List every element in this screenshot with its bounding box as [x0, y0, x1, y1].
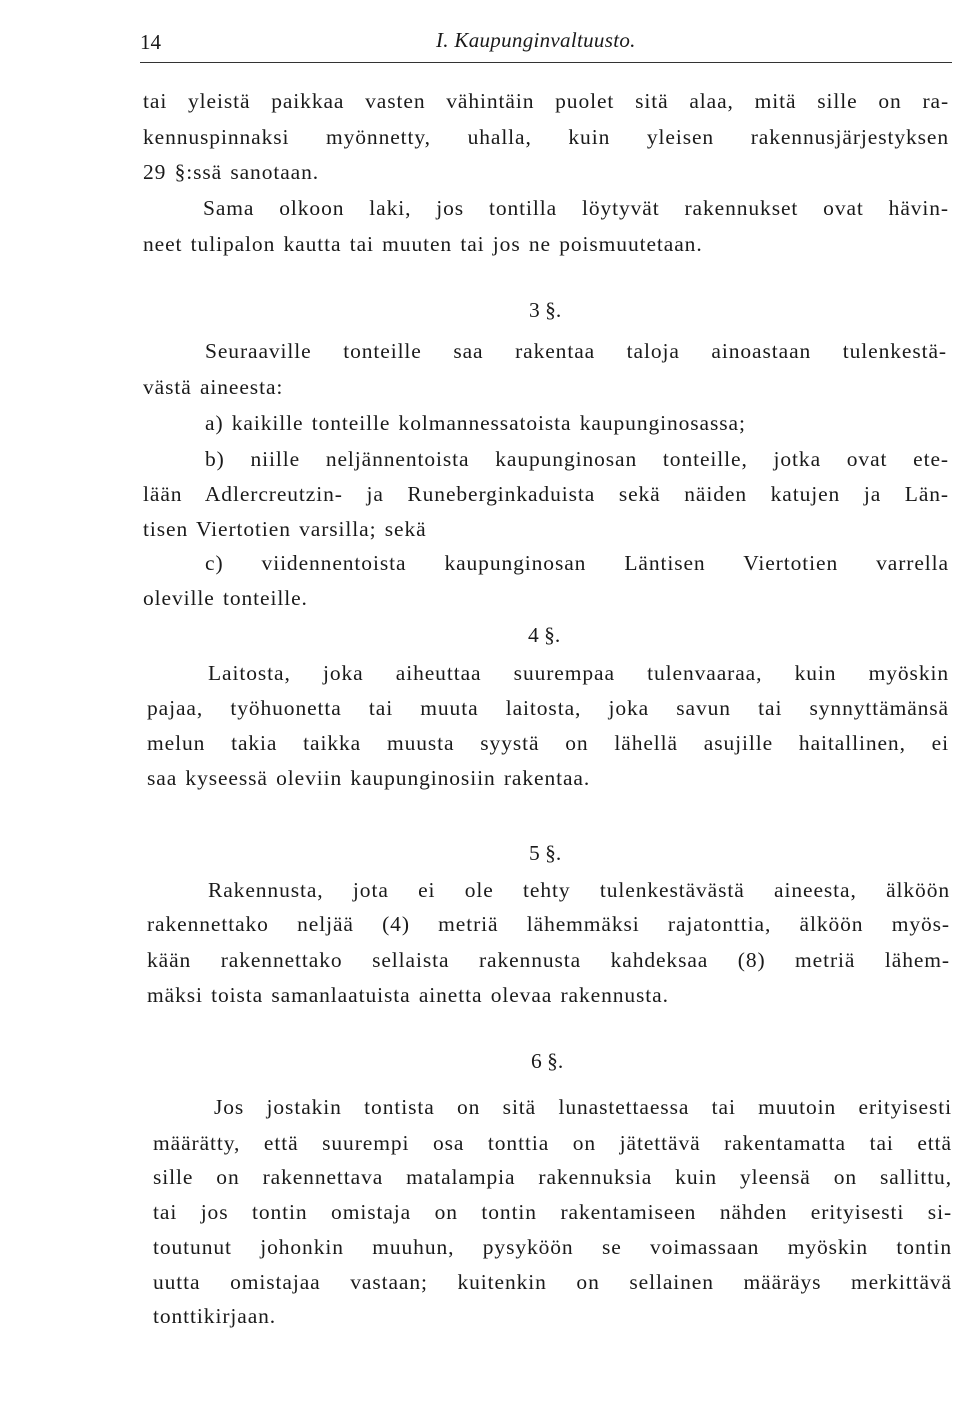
text-line: neet tulipalon kautta tai muuten tai jos ne poismuutetaan. — [143, 232, 703, 256]
page-number: 14 — [140, 30, 161, 54]
running-title: I. Kaupunginvaltuusto. — [436, 28, 636, 52]
text-line: Sama olkoon laki, jos tontilla löytyvät rakennukset ovat hävin- — [203, 196, 949, 220]
text-line: tai jos tontin omistaja on tontin rakentamiseen nähden erityisesti si- — [153, 1200, 952, 1224]
text-line: mäksi toista samanlaatuista ainetta olevaa rakennusta. — [147, 983, 669, 1007]
text-line: uutta omistajaa vastaan; kuitenkin on sellainen määräys merkittävä — [153, 1270, 952, 1294]
text-line: tai yleistä paikkaa vasten vähintäin puolet sitä alaa, mitä sille on ra- — [143, 89, 949, 113]
text-line: määrätty, että suurempi osa tonttia on jätettävä rakentamatta tai että — [153, 1131, 952, 1155]
section-heading: 5 §. — [529, 841, 562, 865]
text-line: toutunut johonkin muuhun, pysyköön se voimassaan myöskin tontin — [153, 1235, 952, 1259]
section-heading: 4 §. — [528, 623, 561, 647]
text-line: melun takia taikka muusta syystä on lähellä asujille haitallinen, ei — [147, 731, 949, 755]
list-item: c) viidennentoista kaupunginosan Läntisen Viertotien varrella — [205, 551, 949, 575]
text-line: oleville tonteille. — [143, 586, 308, 610]
section-heading: 6 §. — [531, 1049, 564, 1073]
text-line: Laitosta, joka aiheuttaa suurempaa tulenvaaraa, kuin myöskin — [208, 661, 949, 685]
list-item: a) kaikille tonteille kolmannessatoista kaupunginosassa; — [205, 411, 746, 435]
text-line: Seuraaville tonteille saa rakentaa taloja ainoastaan tulenkestä- — [205, 339, 947, 363]
text-line: pajaa, työhuonetta tai muuta laitosta, joka savun tai synnyttämänsä — [147, 696, 949, 720]
text-line: kään rakennettako sellaista rakennusta kahdeksaa (8) metriä lähem- — [147, 948, 950, 972]
text-line: kennuspinnaksi myönnetty, uhalla, kuin yleisen rakennusjärjestyksen — [143, 125, 949, 149]
text-line: 29 §:ssä sanotaan. — [143, 160, 320, 184]
text-line: Jos jostakin tontista on sitä lunastettaessa tai muutoin erityisesti — [214, 1095, 952, 1119]
list-item: b) niille neljännentoista kaupunginosan tonteille, jotka ovat ete- — [205, 447, 949, 471]
text-line: rakennettako neljää (4) metriä lähemmäksi rajatonttia, älköön myös- — [147, 912, 950, 936]
text-line: saa kyseessä oleviin kaupunginosiin rakentaa. — [147, 766, 591, 790]
section-heading: 3 §. — [529, 298, 562, 322]
text-line: tonttikirjaan. — [153, 1304, 277, 1328]
text-line: tisen Viertotien varsilla; sekä — [143, 517, 427, 541]
text-line: lään Adlercreutzin- ja Runeberginkaduista sekä näiden katujen ja Län- — [143, 482, 949, 506]
text-line: Rakennusta, jota ei ole tehty tulenkestävästä aineesta, älköön — [208, 878, 950, 902]
text-line: sille on rakennettava matalampia rakennuksia kuin yleensä on sallittu, — [153, 1165, 952, 1189]
page-header — [140, 28, 952, 63]
text-line: västä aineesta: — [143, 375, 284, 399]
